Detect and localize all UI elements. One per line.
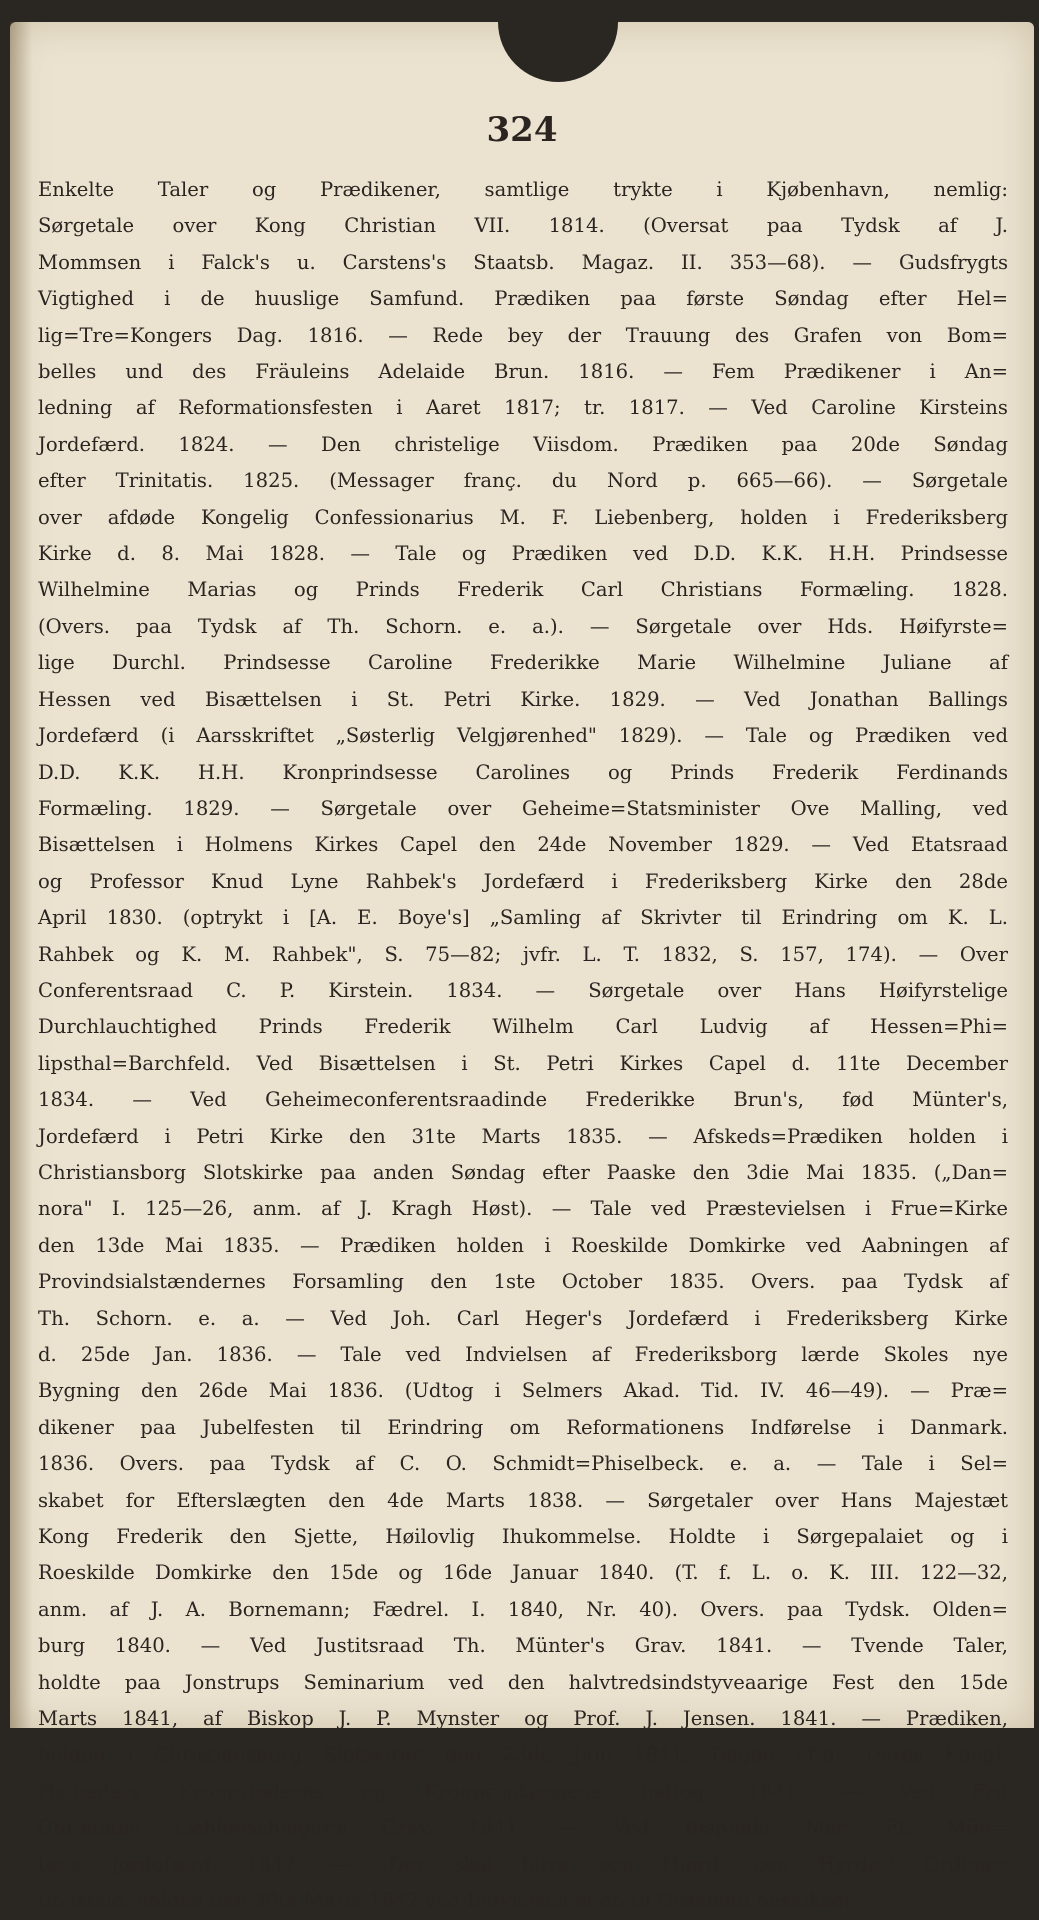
text-line: lipsthal=Barchfeld. Ved Bisættelsen i St. Petri Kirkes Capel d. 11te December (38, 1051, 1008, 1075)
body-text (38, 172, 1008, 1920)
page-gutter-shadow (10, 22, 32, 1728)
text-line: Christiansborg Slotskirke paa anden Søndag efter Paaske den 3die Mai 1835. („Dan= (38, 1160, 1008, 1184)
text-line: Jordefærd (i Aarsskriftet „Søsterlig Velgjørenhed" 1829). — Tale og Prædiken ved (38, 724, 1008, 748)
text-line: skabet for Efterslægten den 4de Marts 1838. — Sørgetaler over Hans Majestæt (38, 1488, 1008, 1512)
text-line: Jordefærd i Petri Kirke den 31te Marts 1835. — Afskeds=Prædiken holden i (38, 1124, 1008, 1148)
text-line: holdte paa Jonstrups Seminarium ved den halvtredsindstyveaarige Fest den 15de (38, 1670, 1008, 1694)
text-line: nora" I. 125—26, anm. af J. Kragh Høst). — Tale ved Præstevielsen i Frue=Kirke (38, 1197, 1008, 1221)
text-line: Provindsialstændernes Forsamling den 1ste October 1835. Overs. paa Tydsk af (38, 1270, 1008, 1294)
text-line: Mommsen i Falck's u. Carstens's Staatsb. Magaz. II. 353—68). — Gudsfrygts (38, 250, 1008, 274)
text-line: Wilhelmine Marias og Prinds Frederik Carl Christians Formæling. 1828. (38, 578, 1008, 602)
text-line: den 13de Mai 1835. — Prædiken holden i Roeskilde Domkirke ved Aabningen af (38, 1233, 1008, 1257)
text-line: Th. Schorn. e. a. — Ved Joh. Carl Heger's Jordefærd i Frederiksberg Kirke (38, 1306, 1008, 1330)
text-line: Sørgetale over Kong Christian VII. 1814. (Oversat paa Tydsk af J. (38, 214, 1008, 238)
text-line: ter's Jordefærd. 1842. — „Der skal blive een Hjord, een Hyrde." Ordina= (38, 1852, 1008, 1876)
text-line: Formæling. 1829. — Sørgetale over Geheime=Statsminister Ove Malling, ved (38, 796, 1008, 820)
text-line: 1834. — Ved Geheimeconferentsraadinde Frederikke Brun's, fød Münter's, (38, 1088, 1008, 1112)
text-line: Bisættelsen i Holmens Kirkes Capel den 24de November 1829. — Ved Etatsraad (38, 833, 1008, 857)
text-line: over afdøde Kongelig Confessionarius M. F. Liebenberg, holden i Frederiksberg (38, 505, 1008, 529)
text-line: lige Durchl. Prindsesse Caroline Frederikke Marie Wilhelmine Juliane af (38, 651, 1008, 675)
text-line: Bygning den 26de Mai 1836. (Udtog i Selmers Akad. Tid. IV. 46—49). — Præ= (38, 1379, 1008, 1403)
text-line: belles und des Fräuleins Adelaide Brun. 1816. — Fem Prædikener i An= (38, 360, 1008, 384)
text-line: D.D. K.K. H.H. Kronprindsesse Carolines og Prinds Frederik Ferdinands (38, 760, 1008, 784)
text-line: efter Trinitatis. 1825. (Messager franç. du Nord p. 665—66). — Sørgetale (38, 469, 1008, 493)
page-top-notch (498, 22, 618, 82)
text-line: burg 1840. — Ved Justitsraad Th. Münter's Grav. 1841. — Tvende Taler, (38, 1634, 1008, 1658)
text-line: og Professor Knud Lyne Rahbek's Jordefærd i Frederiksberg Kirke den 28de (38, 869, 1008, 893)
text-line: Marts 1841, af Biskop J. P. Mynster og Prof. J. Jensen. 1841. — Prædiken, (38, 1707, 1008, 1731)
text-line: tionstale, holden den 30te Marts 1842 ved Indvielsen af en til Grønland beskikket (38, 1889, 852, 1913)
text-line: Kong Frederik den Sjette, Høilovlig Ihukommelse. Holdte i Sørgepalaiet og i (38, 1525, 1008, 1549)
text-line: dikener paa Jubelfesten til Erindring om Reformationens Indførelse i Danmark. (38, 1415, 1008, 1439)
book-page (10, 22, 1034, 1913)
text-line: Kirke d. 8. Mai 1828. — Tale og Prædiken ved D.D. K.K. H.H. Prindsesse (38, 542, 1008, 566)
page-number: 324 (486, 110, 558, 150)
text-line: April 1830. (optrykt i [A. E. Boye's] „Samling af Skrivter til Erindring om K. L. (38, 906, 1008, 930)
text-line: lig=Tre=Kongers Dag. 1816. — Rede bey der Trauung des Grafen von Bom= (38, 323, 1008, 347)
text-line: anm. af J. A. Bornemann; Fædrel. I. 1840, Nr. 40). Overs. paa Tydsk. Olden= (38, 1597, 1008, 1621)
text-line: Vigtighed i de huuslige Samfund. Prædiken paa første Søndag efter Hel= (38, 287, 1008, 311)
text-line: Durchlauchtighed Prinds Frederik Wilhelm Carl Ludvig af Hessen=Phi= (38, 1015, 1008, 1039)
text-line: Christiane Oehlenschläger's Grav. 1841. — Ved Bispinde Mar. El. Mün= (38, 1816, 1008, 1840)
text-line: (Overs. paa Tydsk af Th. Schorn. e. a.). — Sørgetale over Hds. Høifyrste= (38, 614, 1008, 638)
text-line: Enkelte Taler og Prædikener, samtlige trykte i Kjøbenhavn, nemlig: (38, 178, 1008, 201)
text-line: Roeskilde Domkirke den 15de og 16de Januar 1840. (T. f. L. o. K. III. 122—32, (38, 1561, 1008, 1585)
text-line: Hessen ved Bisættelsen i St. Petri Kirke. 1829. — Ved Jonathan Ballings (38, 687, 1008, 711)
text-line: holden i Christiansborg Slotskirke den 23de Juni 1841, Dagen efter Deres Kongl. (38, 1743, 1008, 1767)
text-line: Rahbek og K. M. Rahbek", S. 75—82; jvfr. L. T. 1832, S. 157, 174). — Over (38, 942, 1008, 966)
text-line: Jordefærd. 1824. — Den christelige Viisdom. Prædiken paa 20de Søndag (38, 432, 1008, 456)
text-line: Høiheders Kronprindsens og Kronprindsessens Indtog. 1841. — Ved Fru (38, 1779, 1008, 1803)
text-line: ledning af Reformationsfesten i Aaret 1817; tr. 1817. — Ved Caroline Kirsteins (38, 396, 1008, 420)
text-line: Conferentsraad C. P. Kirstein. 1834. — Sørgetale over Hans Høifyrstelige (38, 978, 1008, 1002)
text-line: d. 25de Jan. 1836. — Tale ved Indvielsen af Frederiksborg lærde Skoles nye (38, 1343, 1008, 1366)
text-line: 1836. Overs. paa Tydsk af C. O. Schmidt=Phiselbeck. e. a. — Tale i Sel= (38, 1452, 1008, 1476)
